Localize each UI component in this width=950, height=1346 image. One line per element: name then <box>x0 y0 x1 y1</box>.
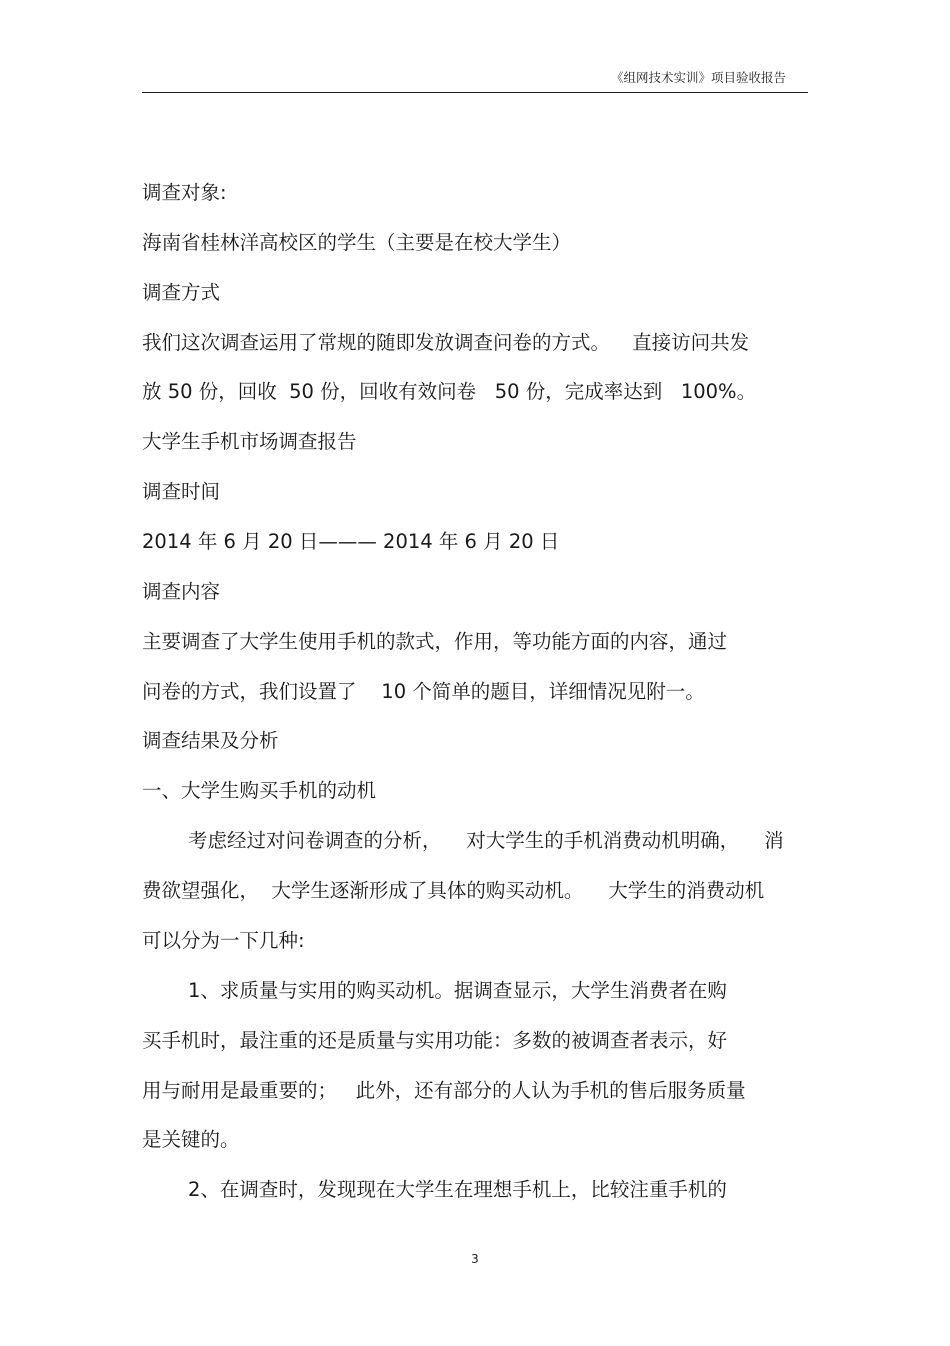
text-line: 考虑经过对问卷调查的分析， 对大学生的手机消费动机明确， 消 <box>188 829 784 852</box>
text-line: 调查时间 <box>142 480 221 503</box>
text-line: 一、大学生购买手机的动机 <box>142 779 377 802</box>
text-line: 大学生手机市场调查报告 <box>142 430 357 453</box>
text-line: 问卷的方式，我们设置了 10 个简单的题目，详细情况见附一。 <box>142 680 705 703</box>
text-line: 放 50 份，回收 50 份，回收有效问卷 50 份，完成率达到 100%。 <box>142 380 757 403</box>
text-line: 2、在调查时，发现现在大学生在理想手机上，比较注重手机的 <box>188 1178 727 1201</box>
text-line: 调查结果及分析 <box>142 729 279 752</box>
text-line: 2014 年 6 月 20 日——— 2014 年 6 月 20 日 <box>142 530 560 553</box>
text-line: 调查方式 <box>142 281 221 304</box>
text-line: 费欲望强化， 大学生逐渐形成了具体的购买动机。 大学生的消费动机 <box>142 879 765 902</box>
text-line: 我们这次调查运用了常规的随即发放调查问卷的方式。 直接访问共发 <box>142 331 750 354</box>
page-header <box>142 64 808 93</box>
text-line: 可以分为一下几种: <box>142 929 305 952</box>
text-line: 海南省桂林洋高校区的学生（主要是在校大学生） <box>142 231 572 254</box>
text-line: 调查内容 <box>142 580 221 603</box>
text-line: 主要调查了大学生使用手机的款式，作用，等功能方面的内容，通过 <box>142 630 728 653</box>
text-line: 是关键的。 <box>142 1128 240 1151</box>
text-line: 买手机时，最注重的还是质量与实用功能：多数的被调查者表示，好 <box>142 1029 728 1052</box>
text-line: 1、求质量与实用的购买动机。据调查显示，大学生消费者在购 <box>188 979 727 1002</box>
text-line: 用与耐用是最重要的； 此外，还有部分的人认为手机的售后服务质量 <box>142 1079 746 1102</box>
header-title: 《组网技术实训》项目验收报告 <box>610 70 786 85</box>
page-number: 3 <box>471 1252 479 1266</box>
text-line: 调查对象: <box>142 181 227 204</box>
